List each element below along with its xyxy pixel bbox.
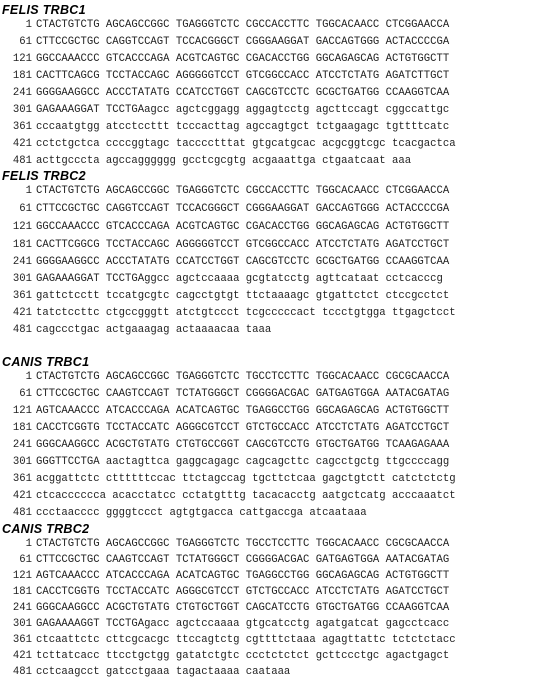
- sequence-text: CACCTCGGTG TCCTACCATC AGGGCGTCCT GTCTGCCACC ATCCTCTATG AGATCCTGCT: [36, 586, 450, 598]
- line-number: 1: [25, 371, 32, 383]
- sequence-text: GGGGAAGGCC ACCCTATATG CCATCCTGGT CAGCGTCCTC GCGCTGATGG CCAAGGTCAA: [36, 256, 450, 268]
- sequence-text: gattctcctt tccatgcgtc cagcctgtgt ttctaaaagc gtgattctct ctccgcctct: [36, 290, 450, 302]
- sequence-title: FELIS TRBC2: [2, 169, 86, 183]
- line-number: 241: [12, 87, 32, 99]
- line-number: 181: [12, 586, 32, 598]
- sequence-text: cagccctgac actgaaagag actaaaacaa taaa: [36, 324, 272, 336]
- line-number: 241: [12, 602, 32, 614]
- line-number: 481: [12, 155, 32, 167]
- sequence-text: GGGCAAGGCC ACGCTGTATG CTGTGCCGGT CAGCGTCCTG GTGCTGATGG TCAAGAGAAA: [36, 439, 450, 451]
- sequence-text: cctctgctca ccccggtagc tacccctttat gtgcatgcac acgcggtcgc tcacgactca: [36, 138, 456, 150]
- line-number: 241: [12, 439, 32, 451]
- line-number: 121: [12, 53, 32, 65]
- line-number: 61: [19, 203, 32, 215]
- line-number: 481: [12, 507, 32, 519]
- sequence-text: GGGGAAGGCC ACCCTATATG CCATCCTGGT CAGCGTCCTC GCGCTGATGG CCAAGGTCAA: [36, 87, 450, 99]
- sequence-text: CACTTCAGCG TCCTACCAGC AGGGGGTCCT GTCGGCCACC ATCCTCTATG AGATCTTGCT: [36, 70, 450, 82]
- sequence-text: CTACTGTCTG AGCAGCCGGC TGAGGGTCTC TGCCTCCTTC TGGCACAACC CGCGCAACCA: [36, 538, 450, 550]
- line-number: 481: [12, 666, 32, 678]
- sequence-text: GGGCAAGGCC ACGCTGTATG CTGTGCTGGT CAGCATCCTG GTGCTGATGG CCAAGGTCAA: [36, 602, 450, 614]
- line-number: 301: [12, 618, 32, 630]
- sequence-text: ccctaacccc ggggtccct agtgtgacca cattgaccga atcaataaa: [36, 507, 367, 519]
- line-number: 361: [12, 121, 32, 133]
- sequence-title: FELIS TRBC1: [2, 3, 86, 17]
- sequence-title: CANIS TRBC2: [2, 522, 90, 536]
- line-number: 61: [19, 554, 32, 566]
- sequence-text: AGTCAAACCC ATCACCCAGA ACATCAGTGC TGAGGCCTGG GGCAGAGCAG ACTGTGGCTT: [36, 405, 450, 417]
- line-number: 61: [19, 36, 32, 48]
- sequence-text: acttgcccta agccagggggg gcctcgcgtg acgaaattga ctgaatcaat aaa: [36, 155, 412, 167]
- sequence-text: CACCTCGGTG TCCTACCATC AGGGCGTCCT GTCTGCCACC ATCCTCTATG AGATCCTGCT: [36, 422, 450, 434]
- line-number: 421: [12, 307, 32, 319]
- line-number: 361: [12, 290, 32, 302]
- sequence-text: GGGTTCCTGA aactagttca gaggcagagc cagcagcttc cagcctgctg ttgccccagg: [36, 456, 450, 468]
- sequence-text: CTACTGTCTG AGCAGCCGGC TGAGGGTCTC CGCCACCTTC TGGCACAACC CTCGGAACCA: [36, 185, 450, 197]
- sequence-text: cccaatgtgg atcctccttt tcccacttag agccagtgct tctgaagagc tgttttcatc: [36, 121, 450, 133]
- sequence-text: AGTCAAACCC ATCACCCAGA ACATCAGTGC TGAGGCCTGG GGCAGAGCAG ACTGTGGCTT: [36, 570, 450, 582]
- line-number: 421: [12, 650, 32, 662]
- sequence-text: CACTTCGGCG TCCTACCAGC AGGGGGTCCT GTCGGCCACC ATCCTCTATG AGATCCTGCT: [36, 239, 450, 251]
- line-number: 361: [12, 634, 32, 646]
- sequence-text: CTTCCGCTGC CAGGTCCAGT TCCACGGGCT CGGGAAGGAT GACCAGTGGG ACTACCCCGA: [36, 36, 450, 48]
- sequence-text: ctcaattctc cttcgcacgc ttccagtctg cgttttctaaa agagttattc tctctctacc: [36, 634, 456, 646]
- line-number: 301: [12, 104, 32, 116]
- sequence-text: acggattctc cttttttccac ttctagccag tgcttctcaa gagctgtctt catctctctg: [36, 473, 456, 485]
- sequence-text: GGCCAAACCC GTCACCCAGA ACGTCAGTGC CGACACCTGG GGCAGAGCAG ACTGTGGCTT: [36, 53, 450, 65]
- sequence-text: GAGAAAAGGT TCCTGAgacc agctccaaaa gtgcatcctg agatgatcat gagcctcacc: [36, 618, 450, 630]
- line-number: 481: [12, 324, 32, 336]
- line-number: 361: [12, 473, 32, 485]
- line-number: 121: [12, 405, 32, 417]
- sequence-text: cctcaagcct gatcctgaaa tagactaaaa caataaa: [36, 666, 291, 678]
- sequence-text: GGCCAAACCC GTCACCCAGA ACGTCAGTGC CGACACCTGG GGCAGAGCAG ACTGTGGCTT: [36, 221, 450, 233]
- line-number: 421: [12, 138, 32, 150]
- line-number: 241: [12, 256, 32, 268]
- sequence-text: CTACTGTCTG AGCAGCCGGC TGAGGGTCTC CGCCACCTTC TGGCACAACC CTCGGAACCA: [36, 19, 450, 31]
- sequence-text: CTACTGTCTG AGCAGCCGGC TGAGGGTCTC TGCCTCCTTC TGGCACAACC CGCGCAACCA: [36, 371, 450, 383]
- sequence-text: ctcacccccca acacctatcc cctatgtttg tacacacctg aatgctcatg acccaaatct: [36, 490, 456, 502]
- sequence-title: CANIS TRBC1: [2, 355, 90, 369]
- sequence-text: CTTCCGCTGC CAGGTCCAGT TCCACGGGCT CGGGAAGGAT GACCAGTGGG ACTACCCCGA: [36, 203, 450, 215]
- line-number: 121: [12, 570, 32, 582]
- sequence-text: GAGAAAGGAT TCCTGAggcc agctccaaaa gcgtatcctg agttcataat cctcacccg: [36, 273, 443, 285]
- line-number: 1: [25, 185, 32, 197]
- line-number: 301: [12, 456, 32, 468]
- line-number: 421: [12, 490, 32, 502]
- sequence-text: CTTCCGCTGC CAAGTCCAGT TCTATGGGCT CGGGGACGAC GATGAGTGGA AATACGATAG: [36, 554, 450, 566]
- sequence-text: CTTCCGCTGC CAAGTCCAGT TCTATGGGCT CGGGGACGAC GATGAGTGGA AATACGATAG: [36, 388, 450, 400]
- sequence-text: tcttatcacc ttcctgctgg gatatctgtc ccctctctct gcttccctgc agactgagct: [36, 650, 450, 662]
- line-number: 181: [12, 70, 32, 82]
- line-number: 61: [19, 388, 32, 400]
- line-number: 301: [12, 273, 32, 285]
- line-number: 121: [12, 221, 32, 233]
- sequence-text: tatctccttc ctgccgggtt atctgtccct tcgcccccact tccctgtgga ttgagctcct: [36, 307, 456, 319]
- line-number: 1: [25, 19, 32, 31]
- sequence-text: GAGAAAGGAT TCCTGAagcc agctcggagg aggagtcctg agcttccagt cggccattgc: [36, 104, 450, 116]
- line-number: 181: [12, 239, 32, 251]
- line-number: 181: [12, 422, 32, 434]
- line-number: 1: [25, 538, 32, 550]
